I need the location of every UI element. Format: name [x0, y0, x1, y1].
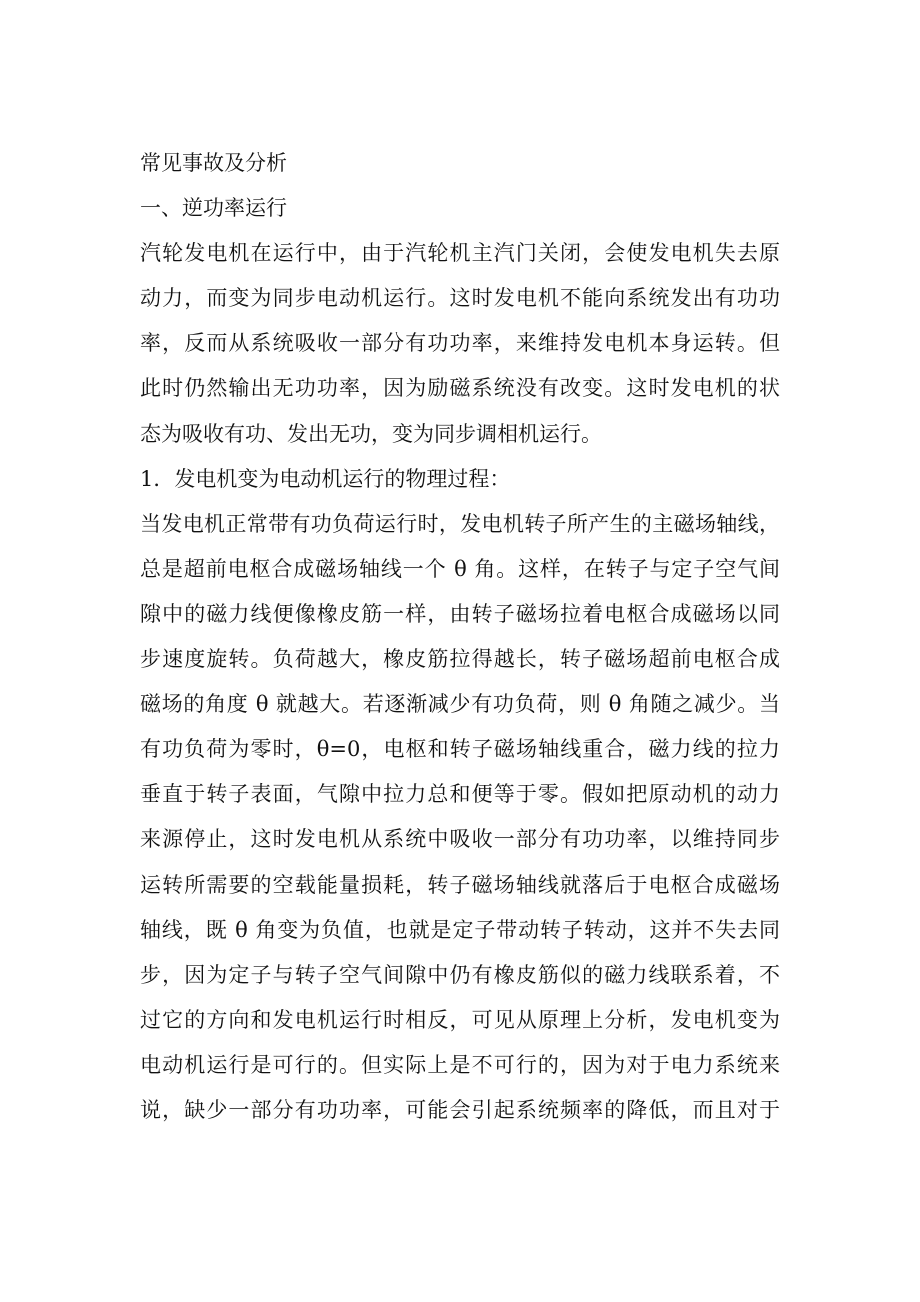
section-heading: 一、逆功率运行 [140, 196, 287, 221]
paragraph-line: 率，反而从系统吸收一部分有功功率，来维持发电机本身运转。但 [140, 331, 780, 356]
paragraph-physical-process [140, 502, 780, 1133]
paragraph-line: 有功负荷为零时，θ=0，电枢和转子磁场轴线重合，磁力线的拉力 [140, 737, 780, 762]
paragraph-line: 运转所需要的空载能量损耗，转子磁场轴线就落后于电枢合成磁场 [140, 872, 780, 897]
paragraph-line: 轴线，既 θ 角变为负值，也就是定子带动转子转动，这并不失去同 [140, 917, 780, 942]
paragraph-line: 步，因为定子与转子空气间隙中仍有橡皮筋似的磁力线联系着，不 [140, 962, 780, 987]
paragraph-line: 态为吸收有功、发出无功，变为同步调相机运行。 [140, 421, 602, 446]
paragraph-line: 总是超前电枢合成磁场轴线一个 θ 角。这样，在转子与定子空气间 [140, 556, 780, 581]
document-body [140, 141, 780, 1133]
paragraph-line: 此时仍然输出无功功率，因为励磁系统没有改变。这时发电机的状 [140, 376, 780, 401]
subheading: 1．发电机变为电动机运行的物理过程： [140, 466, 511, 491]
paragraph-line: 说，缺少一部分有功功率，可能会引起系统频率的降低，而且对于 [140, 1097, 780, 1122]
paragraph-line: 电动机运行是可行的。但实际上是不可行的，因为对于电力系统来 [140, 1052, 780, 1077]
document-title: 常见事故及分析 [140, 151, 287, 175]
paragraph-line: 来源停止，这时发电机从系统中吸收一部分有功功率，以维持同步 [140, 827, 780, 852]
paragraph-line: 隙中的磁力线便像橡皮筋一样，由转子磁场拉着电枢合成磁场以同 [140, 601, 780, 626]
paragraph-reverse-power-intro [140, 231, 780, 456]
paragraph-line: 磁场的角度 θ 就越大。若逐渐减少有功负荷，则 θ 角随之减少。当 [140, 692, 780, 717]
paragraph-line: 步速度旋转。负荷越大，橡皮筋拉得越长，转子磁场超前电枢合成 [140, 647, 780, 672]
paragraph-line: 动力，而变为同步电动机运行。这时发电机不能向系统发出有功功 [140, 286, 780, 311]
paragraph-line: 垂直于转子表面，气隙中拉力总和便等于零。假如把原动机的动力 [140, 782, 780, 807]
paragraph-line: 当发电机正常带有功负荷运行时，发电机转子所产生的主磁场轴线， [140, 511, 780, 536]
paragraph-line: 过它的方向和发电机运行时相反，可见从原理上分析，发电机变为 [140, 1007, 780, 1032]
paragraph-line: 汽轮发电机在运行中，由于汽轮机主汽门关闭，会使发电机失去原 [140, 241, 780, 266]
